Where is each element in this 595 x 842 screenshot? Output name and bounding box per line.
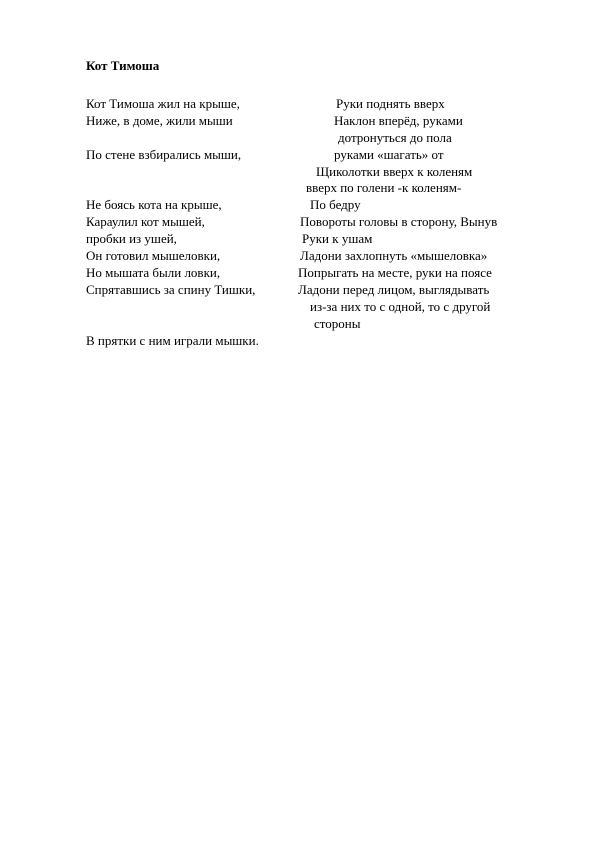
verse-line-3: По стене взбирались мыши, (86, 147, 242, 162)
action-line-9: Руки к ушам (302, 231, 373, 246)
action-line-13: из-за них то с одной, то с другой (310, 299, 491, 314)
action-line-6: вверх по голени -к коленям- (306, 180, 462, 195)
action-line-7: По бедру (310, 197, 361, 212)
verse-line-5: Караулил кот мышей, (86, 214, 205, 229)
action-line-1: Руки поднять вверх (336, 96, 445, 111)
verse-line-7: Он готовил мышеловки, (86, 248, 221, 263)
poem-title: Кот Тимоша (86, 58, 160, 73)
verse-line-2: Ниже, в доме, жили мыши (86, 113, 233, 128)
action-line-5: Щиколотки вверх к коленям (316, 164, 473, 179)
action-line-11: Попрыгать на месте, руки на поясе (298, 265, 492, 280)
action-line-2: Наклон вперёд, руками (334, 113, 463, 128)
action-line-8: Повороты головы в сторону, Вынув (300, 214, 498, 229)
action-line-14: стороны (314, 316, 361, 331)
verse-line-8: Но мышата были ловки, (86, 265, 221, 280)
verse-line-10: В прятки с ним играли мышки. (86, 333, 259, 348)
verse-line-9: Спрятавшись за спину Тишки, (86, 282, 256, 297)
action-line-12: Ладони перед лицом, выглядывать (298, 282, 490, 297)
verse-line-1: Кот Тимоша жил на крыше, (86, 96, 240, 111)
action-line-10: Ладони захлопнуть «мышеловка» (300, 248, 488, 263)
action-line-4: руками «шагать» от (334, 147, 444, 162)
action-line-3: дотронуться до пола (338, 130, 452, 145)
verse-line-6: пробки из ушей, (86, 231, 177, 246)
verse-line-4: Не боясь кота на крыше, (86, 197, 222, 212)
